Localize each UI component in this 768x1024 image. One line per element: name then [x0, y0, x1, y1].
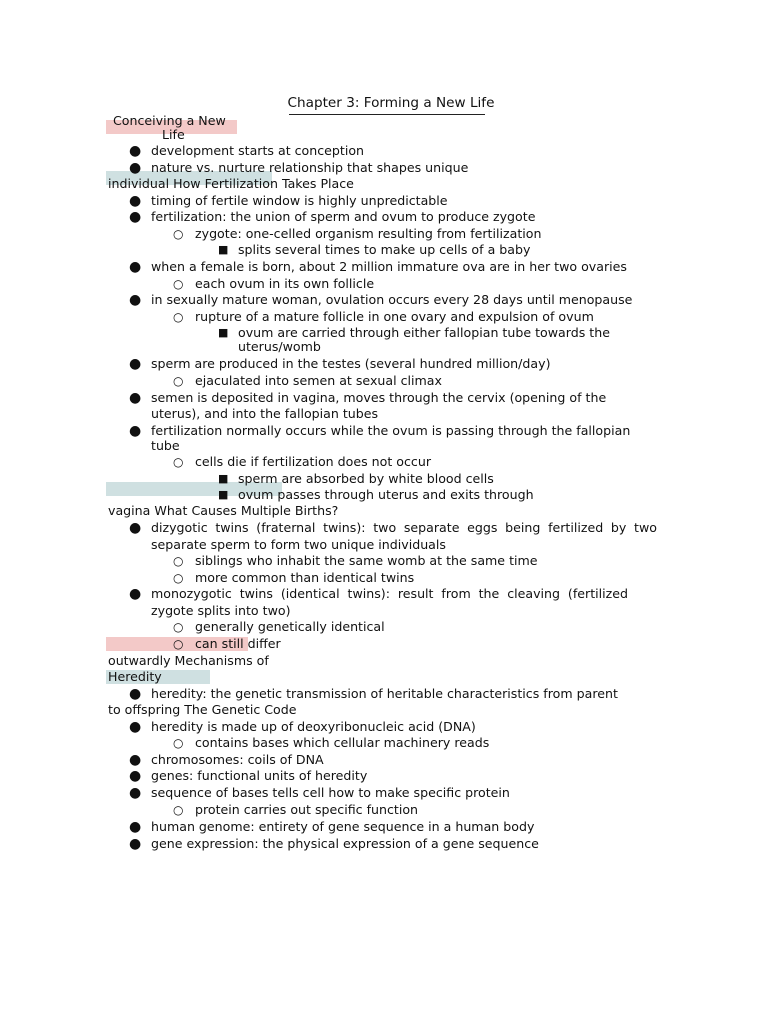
- bullet-circle: ○: [173, 227, 184, 241]
- bullet-disc: ●: [129, 292, 142, 308]
- list-item: contains bases which cellular machinery reads: [195, 735, 490, 750]
- bullet-circle: ○: [173, 277, 184, 291]
- bullet-circle: ○: [173, 310, 184, 324]
- bullet-disc: ●: [129, 586, 142, 602]
- list-item: can still differ: [195, 636, 281, 651]
- list-item: monozygotic twins (identical twins): result from the cleaving (fertilized: [151, 586, 628, 601]
- heading-multiple-births: vagina What Causes Multiple Births?: [108, 503, 339, 518]
- list-item: ovum are carried through either fallopian tube towards the: [238, 325, 610, 340]
- list-item: chromosomes: coils of DNA: [151, 752, 324, 767]
- list-item: genes: functional units of heredity: [151, 768, 368, 783]
- list-item: cells die if fertilization does not occur: [195, 454, 432, 469]
- list-item-continued: uterus), and into the fallopian tubes: [151, 406, 379, 421]
- list-item: splits several times to make up cells of a baby: [238, 242, 531, 257]
- list-item: protein carries out specific function: [195, 802, 419, 817]
- bullet-disc: ●: [129, 259, 142, 275]
- list-item: more common than identical twins: [195, 570, 415, 585]
- bullet-disc: ●: [129, 785, 142, 801]
- bullet-disc: ●: [129, 209, 142, 225]
- list-item: sequence of bases tells cell how to make specific protein: [151, 785, 510, 800]
- list-item: when a female is born, about 2 million immature ova are in her two ovaries: [151, 259, 627, 274]
- list-item: zygote: one-celled organism resulting from fertilization: [195, 226, 542, 241]
- bullet-circle: ○: [173, 554, 184, 568]
- list-item: in sexually mature woman, ovulation occurs every 28 days until menopause: [151, 292, 633, 307]
- list-item-continued: separate sperm to form two unique individuals: [151, 537, 446, 552]
- bullet-disc: ●: [129, 143, 142, 159]
- bullet-disc: ●: [129, 836, 142, 852]
- bullet-square: ■: [218, 488, 229, 501]
- list-item: fertilization normally occurs while the ovum is passing through the fallopian: [151, 423, 631, 438]
- bullet-disc: ●: [129, 160, 142, 176]
- list-item: dizygotic twins (fraternal twins): two separate eggs being fertilized by two: [151, 520, 657, 535]
- list-item: heredity is made up of deoxyribonucleic acid (DNA): [151, 719, 476, 734]
- list-item: nature vs. nurture relationship that shapes unique: [151, 160, 469, 175]
- list-item-continued: uterus/womb: [238, 339, 321, 354]
- bullet-disc: ●: [129, 768, 142, 784]
- bullet-disc: ●: [129, 423, 142, 439]
- bullet-square: ■: [218, 243, 229, 256]
- bullet-circle: ○: [173, 620, 184, 634]
- heading-heredity-2: Heredity: [108, 669, 162, 684]
- list-item: semen is deposited in vagina, moves through the cervix (opening of the: [151, 390, 607, 405]
- title-underline: [289, 114, 485, 115]
- list-item: generally genetically identical: [195, 619, 385, 634]
- heading-genetic-code: to offspring The Genetic Code: [108, 702, 297, 717]
- list-item-continued: zygote splits into two): [151, 603, 291, 618]
- bullet-circle: ○: [173, 374, 184, 388]
- list-item: rupture of a mature follicle in one ovary and expulsion of ovum: [195, 309, 594, 324]
- list-item: ovum passes through uterus and exits through: [238, 487, 534, 502]
- bullet-disc: ●: [129, 752, 142, 768]
- bullet-circle: ○: [173, 571, 184, 585]
- bullet-disc: ●: [129, 390, 142, 406]
- bullet-disc: ●: [129, 356, 142, 372]
- list-item: human genome: entirety of gene sequence in a human body: [151, 819, 535, 834]
- heading-conceiving-2: Life: [162, 127, 185, 142]
- heading-conceiving: Conceiving a New: [113, 113, 226, 128]
- bullet-disc: ●: [129, 193, 142, 209]
- list-item: each ovum in its own follicle: [195, 276, 375, 291]
- page-title: Chapter 3: Forming a New Life: [287, 95, 495, 111]
- list-item: fertilization: the union of sperm and ovum to produce zygote: [151, 209, 536, 224]
- list-item: gene expression: the physical expression of a gene sequence: [151, 836, 539, 851]
- list-item: sperm are produced in the testes (several hundred million/day): [151, 356, 551, 371]
- list-item: development starts at conception: [151, 143, 365, 158]
- list-item: timing of fertile window is highly unpredictable: [151, 193, 448, 208]
- list-item: siblings who inhabit the same womb at the same time: [195, 553, 538, 568]
- bullet-circle: ○: [173, 637, 184, 651]
- bullet-disc: ●: [129, 520, 142, 536]
- bullet-disc: ●: [129, 686, 142, 702]
- bullet-square: ■: [218, 472, 229, 485]
- list-item: ejaculated into semen at sexual climax: [195, 373, 442, 388]
- bullet-circle: ○: [173, 803, 184, 817]
- list-item: heredity: the genetic transmission of heritable characteristics from parent: [151, 686, 618, 701]
- bullet-circle: ○: [173, 736, 184, 750]
- bullet-disc: ●: [129, 819, 142, 835]
- list-item: sperm are absorbed by white blood cells: [238, 471, 494, 486]
- list-item-continued: tube: [151, 438, 180, 453]
- heading-heredity: outwardly Mechanisms of: [108, 653, 269, 668]
- bullet-circle: ○: [173, 455, 184, 469]
- heading-fertilization: individual How Fertilization Takes Place: [108, 176, 354, 191]
- bullet-disc: ●: [129, 719, 142, 735]
- bullet-square: ■: [218, 326, 229, 339]
